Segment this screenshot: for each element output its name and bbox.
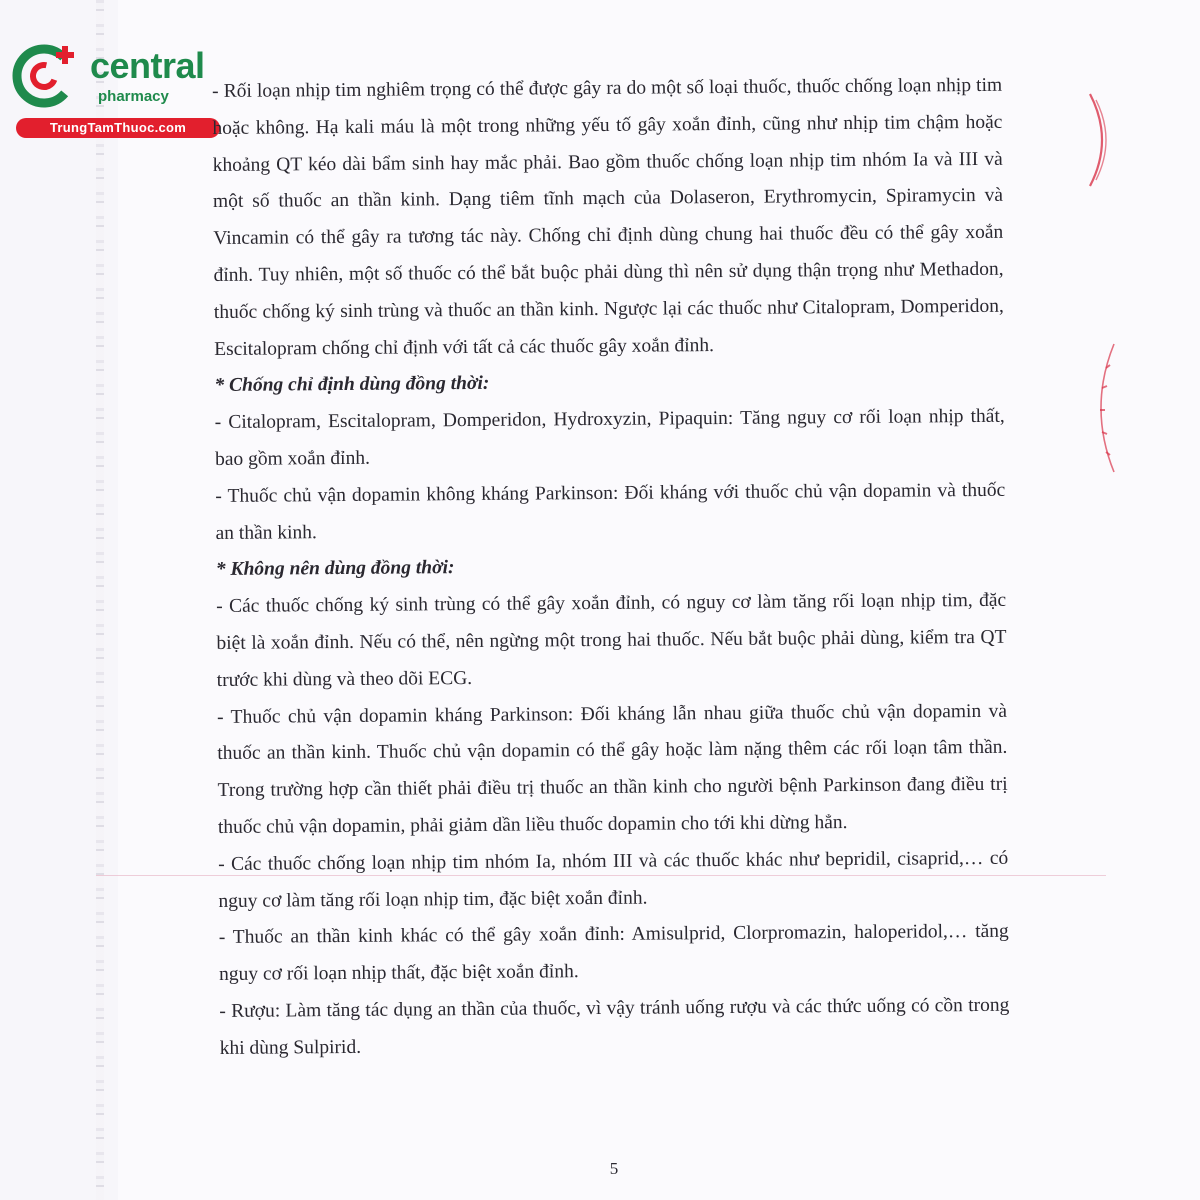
central-pharmacy-logo[interactable] (10, 38, 220, 138)
paragraph-antiarrhythmic: - Các thuốc chống loạn nhịp tim nhóm Ia, nhóm III và các thuốc khác như bepridil, cisaprid,… có nguy cơ làm tăng rối loạn nhịp tim, đặc biệt xoắn đỉnh. (218, 847, 1009, 912)
heading-contraindicated: * Chống chỉ định dùng đồng thời: (214, 373, 490, 397)
stamp-seal-icon (1084, 338, 1120, 478)
logo-brand-name: central (90, 45, 205, 86)
scan-edge-artifact (96, 0, 104, 1200)
page-number: 5 (609, 1159, 619, 1178)
logo-website-banner: TrungTamThuoc.com (16, 118, 220, 138)
paragraph-dopamine-non-parkinson: - Thuốc chủ vận dopamin không kháng Parkinson: Đối kháng với thuốc chủ vận dopamin và thuốc an thần kinh. (215, 479, 1006, 544)
logo-sub-name: pharmacy (98, 88, 169, 105)
central-pharmacy-logo-icon (10, 38, 82, 110)
paragraph-qt-interaction: - Rối loạn nhịp tim nghiêm trọng có thể được gây ra do một số loại thuốc, thuốc chống loạn nhịp tim hoặc không. Hạ kali máu là một trong những yếu tố gây xoắn đỉnh, cũng như nhịp tim chậm hoặc khoảng QT kéo dài bẩm sinh hay mắc phải. Bao gồm thuốc chống loạn nhịp tim nhóm Ia và III và một số thuốc an thần kinh. Dạng tiêm tĩnh mạch của Dolaseron, Erythromycin, Spiramycin và Vincamin có thể gây ra tương tác này. Chống chỉ định dùng chung hai thuốc đều có thể gây xoắn đỉnh. Tuy nhiên, một số thuốc có thể bắt buộc phải dùng thì nên sử dụng thận trọng như Methadon, thuốc chống ký sinh trùng và thuốc an thần kinh. Ngược lại các thuốc như Citalopram, Domperidon, Escitalopram chống chỉ định với tất cả các thuốc gây xoắn đỉnh. (212, 74, 1004, 360)
stamp-arc-icon (1080, 90, 1120, 190)
paragraph-antiparasitic: - Các thuốc chống ký sinh trùng có thể gây xoắn đỉnh, có nguy cơ làm tăng rối loạn nhịp tim, đặc biệt là xoắn đỉnh. Nếu có thể, nên ngừng một trong hai thuốc. Nếu bắt buộc phải dùng, kiểm tra QT trước khi dùng và theo dõi ECG. (216, 589, 1007, 691)
paragraph-alcohol: - Rượu: Làm tăng tác dụng an thần của thuốc, vì vậy tránh uống rượu và các thức uống có cồn trong khi dùng Sulpirid. (219, 994, 1010, 1059)
document-body (212, 68, 1010, 1068)
paragraph-neuroleptics: - Thuốc an thần kinh khác có thể gây xoắn đỉnh: Amisulprid, Clorpromazin, haloperidol,… tăng nguy cơ rối loạn nhịp thất, đặc biệt xoắn đỉnh. (218, 921, 1009, 986)
paragraph-dopamine-parkinson: - Thuốc chủ vận dopamin kháng Parkinson: Đối kháng lẫn nhau giữa thuốc chủ vận dopamin và thuốc an thần kinh. Thuốc chủ vận dopamin có thể gây hoặc làm nặng thêm các rối loạn tâm thần. Trong trường hợp cần thiết phải điều trị thuốc an thần kinh cho người bệnh Parkinson đang điều trị thuốc chủ vận dopamin, phải giảm dần liều thuốc dopamin cho tới khi dừng hẳn. (216, 700, 1008, 838)
paragraph-citalopram: - Citalopram, Escitalopram, Domperidon, Hydroxyzin, Pipaquin: Tăng nguy cơ rối loạn nhịp thất, bao gồm xoắn đỉnh. (214, 405, 1005, 470)
heading-not-recommended: * Không nên dùng đồng thời: (215, 557, 455, 581)
